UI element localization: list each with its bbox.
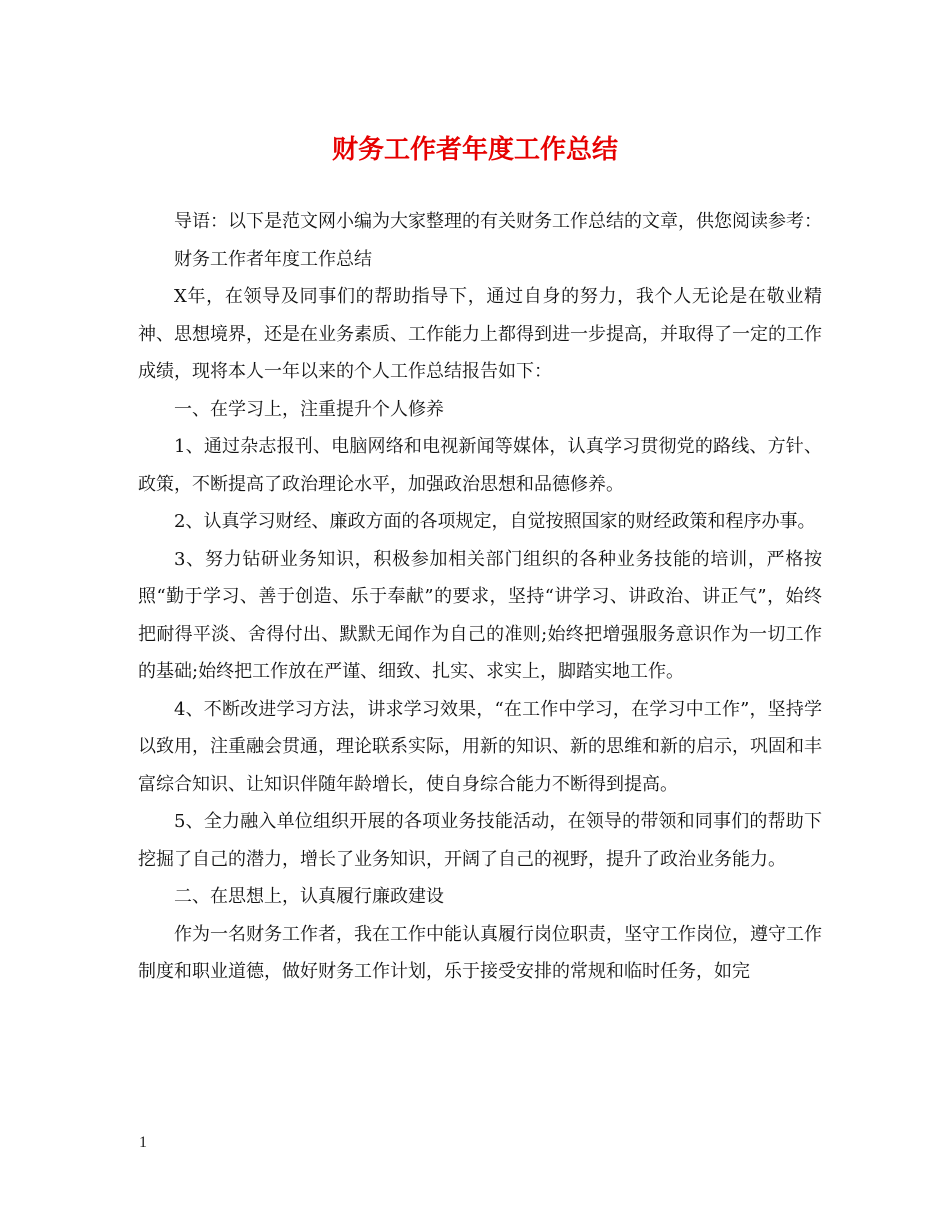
body-paragraph: 2、认真学习财经、廉政方面的各项规定，自觉按照国家的财经政策和程序办事。	[174, 511, 816, 532]
intro-paragraph: 导语：以下是范文网小编为大家整理的有关财务工作总结的文章，供您阅读参考：	[174, 211, 822, 232]
body-paragraph: 4、不断改进学习方法，讲求学习效果，“在工作中学习，在学习中工作”，坚持学以致用，注重融会贯通，理论联系实际，用新的知识、新的思维和新的启示，巩固和丰富综合知识、让知识伴随年龄增长，使自身综合能力不断得到提高。	[138, 698, 822, 795]
body-paragraph: 作为一名财务工作者，我在工作中能认真履行岗位职责，坚守工作岗位，遵守工作制度和职业道德，做好财务工作计划，乐于接受安排的常规和临时任务，如完	[138, 923, 822, 982]
body-paragraph: 1、通过杂志报刊、电脑网络和电视新闻等媒体，认真学习贯彻党的路线、方针、政策，不断提高了政治理论水平，加强政治思想和品德修养。	[138, 436, 822, 495]
body-paragraph: 3、努力钻研业务知识，积极参加相关部门组织的各种业务技能的培训，严格按照“勤于学习、善于创造、乐于奉献”的要求，坚持“讲学习、讲政治、讲正气”，始终把耐得平淡、舍得付出、默默无闻作为自己的准则;始终把增强服务意识作为一切工作的基础;始终把工作放在严谨、细致、扎实、求实上，脚踏实地工作。	[138, 548, 822, 682]
body-paragraph: 5、全力融入单位组织开展的各项业务技能活动，在领导的带领和同事们的帮助下挖掘了自己的潜力，增长了业务知识，开阔了自己的视野，提升了政治业务能力。	[138, 811, 822, 870]
page-number: 1	[139, 1134, 147, 1151]
body-paragraph: X年，在领导及同事们的帮助指导下，通过自身的努力，我个人无论是在敬业精神、思想境界，还是在业务素质、工作能力上都得到进一步提高，并取得了一定的工作成绩，现将本人一年以来的个人工作总结报告如下：	[138, 286, 822, 382]
document-body	[138, 203, 822, 991]
subtitle-paragraph: 财务工作者年度工作总结	[174, 248, 372, 270]
section-heading: 二、在思想上，认真履行廉政建设	[174, 886, 444, 907]
page-title: 财务工作者年度工作总结	[331, 135, 618, 165]
section-heading: 一、在学习上，注重提升个人修养	[174, 398, 444, 420]
